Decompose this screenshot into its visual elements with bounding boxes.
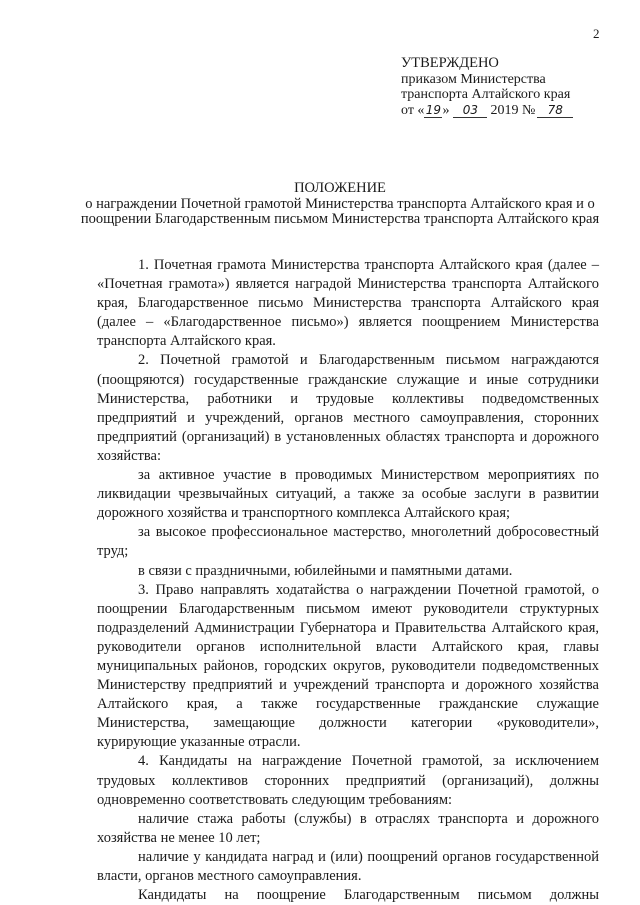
paragraph-4-item-1: наличие стажа работы (службы) в отраслях транспорта и дорожного хозяйства не менее 10 лет; (97, 810, 599, 846)
handwritten-day: 19 (425, 103, 442, 117)
page-number: 2 (593, 26, 600, 41)
approval-line-1: приказом Министерства (401, 71, 546, 87)
date-mid: » (442, 102, 450, 118)
document-heading (60, 181, 620, 228)
paragraph-2-item-2: за высокое профессиональное мастерство, многолетний добросовестный труд; (97, 524, 599, 560)
document-subtitle: о награждении Почетной грамотой Министерства транспорта Алтайского края и о поощрении Благодарственным письмом Министерства транспорта Алтайского края (80, 195, 600, 227)
paragraph-4-item-2: наличие у кандидата наград и (или) поощрений органов государственной власти, органов местного самоуправления. (97, 848, 599, 884)
date-year: 2019 № (490, 102, 536, 118)
date-prefix: от « (401, 102, 425, 118)
handwritten-number: 78 (537, 103, 573, 118)
paragraph-1: 1. Почетная грамота Министерства транспорта Алтайского края (далее – «Почетная грамота») является наградой Министерства транспорта Алтайского края, Благодарственное письмо Министерства транспорта Алтайского края (далее – «Благодарственное письмо») является поощрением Министерства транспорта Алтайского края. (97, 257, 599, 350)
paragraph-2: 2. Почетной грамотой и Благодарственным письмом награждаются (поощряются) государственные гражданские служащие и иные сотрудники Министерства, работники и трудовые коллективы подведомственных предприятий и учреждений, органов местного самоуправления, сторонних предприятий (организаций) в установленных областях транспорта и дорожного хозяйства: (97, 352, 599, 464)
approval-title: УТВЕРЖДЕНО (401, 55, 499, 71)
handwritten-month: 03 (453, 103, 487, 118)
document-title: ПОЛОЖЕНИЕ (294, 180, 386, 196)
document-body (97, 256, 599, 905)
paragraph-3: 3. Право направлять ходатайства о награждении Почетной грамотой, о поощрении Благодарственным письмом имеют руководители структурных подразделений Администрации Губернатора и Правительства Алтайского края, руководители органов исполнительной власти Алтайского края, главы муниципальных районов, городских округов, руководители подведомственных Министерству предприятий и учреждений транспорта и дорожного хозяйства Алтайского края, а также государственные гражданские служащие Министерства, замещающие должности категории «руководители», курирующие указанные отрасли. (97, 581, 599, 751)
paragraph-4: 4. Кандидаты на награждение Почетной грамотой, за исключением трудовых коллективов сторонних предприятий (организаций), должны одновременно соответствовать следующим требованиям: (97, 753, 599, 808)
approval-line-2: транспорта Алтайского края (401, 87, 571, 102)
paragraph-2-item-1: за активное участие в проводимых Министерством мероприятиях по ликвидации чрезвычайных ситуаций, а также за особые заслуги в развитии дорожного хозяйства и транспортного комплекса Алтайского края; (97, 467, 599, 522)
paragraph-5-start: Кандидаты на поощрение Благодарственным письмом должны (138, 887, 599, 904)
approval-date-line (401, 103, 573, 119)
approval-stamp (401, 56, 573, 118)
paragraph-2-item-3: в связи с праздничными, юбилейными и памятными датами. (138, 562, 513, 579)
